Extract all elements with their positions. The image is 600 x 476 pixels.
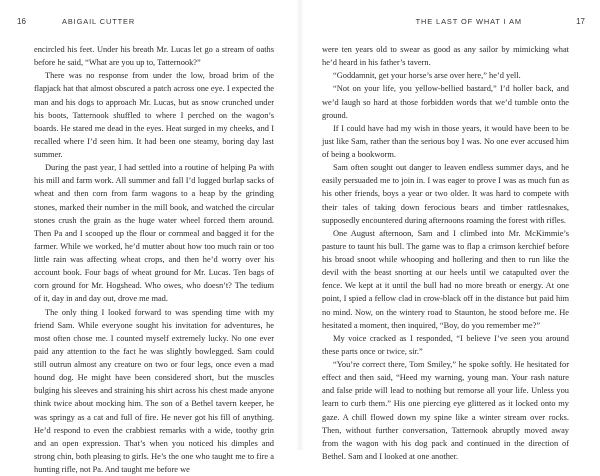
paragraph: encircled his feet. Under his breath Mr. Lucas let go a stream of oaths before he said, “What are you up to, Tatternook?” xyxy=(34,43,274,69)
page-number: 16 xyxy=(17,17,26,26)
paragraph: One August afternoon, Sam and I climbed into Mr. McKimmie’s pasture to taunt his bull. The game was to flap a crimson kerchief before his broad snoot while whooping and hollering and then to run like the devil with the beast snorting at our heels until we catapulted over the fence. We kept at it until the bull had no more breath or energy. At one point, I spied a fellow clad in crow-black off in the distance but paid him no mind. Now, on the wintery road to Staunton, he stood before me. He hesitated a moment, then inquired, “Boy, do you remember me?” xyxy=(322,227,569,332)
left-page-body xyxy=(34,43,274,476)
running-head-author: ABIGAIL CUTTER xyxy=(62,17,135,26)
right-page xyxy=(300,0,600,450)
page-number: 17 xyxy=(576,17,585,26)
paragraph: My voice cracked as I responded, “I believe I’ve seen you around these parts once or twice, sir.” xyxy=(322,332,569,358)
left-page-header xyxy=(17,17,292,29)
paragraph: Sam often sought out danger to leaven endless summer days, and he easily persuaded me to join in. I was eager to prove I was as much fun as his other friends, boys a year or two older. It was hard to compete with their tales of taking down ferocious bears and timber rattlesnakes, supposedly encountered during afternoons roaming the forest with rifles. xyxy=(322,161,569,227)
right-page-header xyxy=(312,17,585,29)
paragraph: “You’re correct there, Tom Smiley,” he spoke softly. He hesitated for effect and then said, “Heed my warning, young man. Your rash nature and false pride will lead to nothing but remorse all your life. Unless you learn to curb them.” His one piercing eye glittered as it locked onto my gaze. A chill flowed down my spine like a winter stream over rocks. Then, without further conversation, Tatternook abruptly moved away from the wagon with his dog pack and continued in the direction of Bethel. Sam and I looked at one another. xyxy=(322,358,569,463)
left-page xyxy=(0,0,300,450)
right-page-body xyxy=(322,43,569,463)
paragraph: were ten years old to swear as good as any sailor by mimicking what he’d heard in his father’s tavern. xyxy=(322,43,569,69)
paragraph: “Not on your life, you yellow-bellied bastard,” I’d holler back, and we’d laugh so hard at those forbidden words that we’d tumble onto the ground. xyxy=(322,82,569,121)
running-head-title: THE LAST OF WHAT I AM xyxy=(416,17,522,26)
paragraph: If I could have had my wish in those years, it would have been to be just like Sam, rather than the serious boy I was. No one ever accused him of being a bookworm. xyxy=(322,122,569,161)
paragraph: “Goddamnit, get your horse’s arse over here,” he’d yell. xyxy=(322,69,569,82)
paragraph: During the past year, I had settled into a routine of helping Pa with his mill and farm work. All summer and fall I’d lugged burlap sacks of wheat and then corn from farm wagons to a heap by the grinding stones, marked their number in the mill book, and watched the circular stones crush the grain as the huge water wheel forced them around. Then Pa and I scooped up the flour or cornmeal and bagged it for the farmer. While we worked, he’d mutter about how too much rain or too little rain was affecting wheat crops, and then he’d worry over his account book. Four bags of wheat ground for Mr. Lucas. Ten bags of corn ground for Mr. Hogshead. Who owes, who doesn’t? The tedium of it, day in and day out, drove me mad. xyxy=(34,161,274,305)
paragraph: The only thing I looked forward to was spending time with my friend Sam. While everyone sought his invitation for adventures, he most often chose me. I counted myself extremely lucky. No one ever paid any attention to the fact he was slightly bowlegged. Sam could still outrun almost any creature on two or four legs, once even a mad hound dog. He might have been considered short, but the muscles bulging his sleeves and straining his shirt across his chest made anyone think twice about mocking him. The son of a Bethel tavern keeper, he was springy as a cat and full of fire. He never got his fill of anything. He’d respond to even the crabbiest remarks with a wide, toothy grin and an open expression. That’s when you noticed his dimples and strong chin, both pleasing to girls. He’s the one who taught me to fire a hunting rifle, not Pa. And taught me before we xyxy=(34,306,274,476)
paragraph: There was no response from under the low, broad brim of the flapjack hat that almost obscured a patch across one eye. I expected the man and his dogs to approach Mr. Lucas, but as snow crunched under his boots, Tatternook shuffled to where I perched on the wagon’s boards. He stared me dead in the eyes. Heat surged in my cheeks, and I recalled where I’d seen him. It had been one steamy, boring day last summer. xyxy=(34,69,274,161)
